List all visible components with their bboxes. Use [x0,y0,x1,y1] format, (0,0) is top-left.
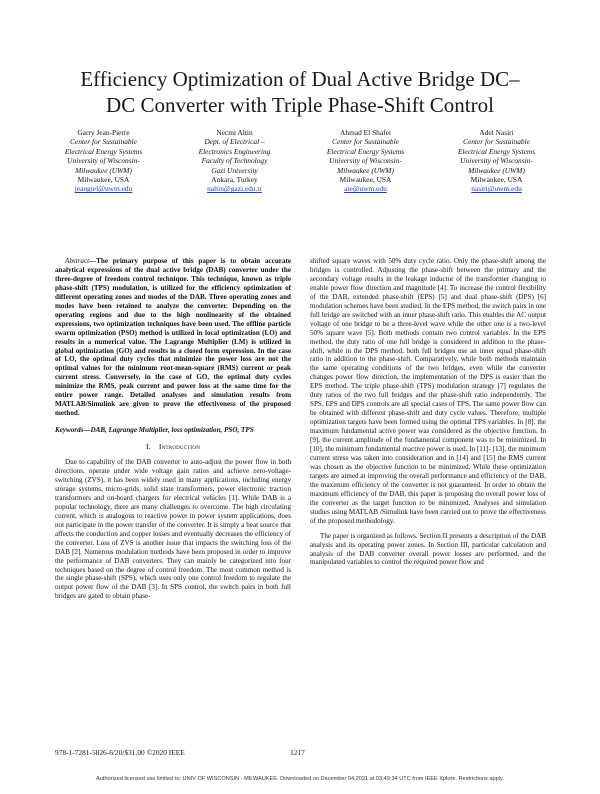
license-notice: Authorized licensed use limited to: UNIV OF WISCONSIN - MILWAUKEE. Downloaded on December 04,2021 at 03:49:34 UTC from IEEE Xplore. Restrictions apply. [96,776,504,782]
left-column [55,257,291,601]
page-number: 1217 [290,748,305,757]
author-affiliation: Gazi University [211,165,258,175]
author-affiliation: Center for Sustainable [70,137,137,147]
author-affiliation: Milwaukee (UWM) [468,165,525,175]
author-email-link[interactable]: jeangiel@uwm.edu [74,184,133,194]
author-name: Ahmad El Shafei [340,128,391,137]
author-affiliation: Electrical Energy Systems [457,146,536,156]
abstract-label: Abstract [65,257,90,265]
author-affiliation: Milwaukee (UWM) [337,165,394,175]
body-paragraph: shifted square waves with 50% duty cycle ratio. Only the phase-shift among the bridges is controlled. Adjusting the phase-shift between the primary and the secondary voltage results in the leakage inductor of the transformer changing to enable power flow direction and magnitude [4]. To increase the control flexibility of the DAB, extended phase-shift (EPS) [5] and dual phase-shift (DPS) [6] modulation schemes have been studied. In the EPS method, the switch pairs in one full bridge are switched with an inner phase-shift ratio. This enables the AC output voltage of one bridge to be a three-level wave while the other one is a two-level 50% square wave [5]. Both methods contain two control variables. In the EPS method, the duty ratio of one full bridge is considered in addition to the phase-shift, while in the DPS method, both full bridges use an inner equal phase-shift ratio in addition to the phase-shift. Comparatively, while both methods maintain the same operating conditions of the two bridges, even while the converter changes power flow direction, the implementation of the DPS is easier than the EPS method. The triple phase-shift (TPS) modulation strategy [7] regulates the duty ratios of the two full bridges and the phase-shift ratio independently. The SPS, EPS and DPS controls are all special cases of TPS. The same power flow can be obtained with different phase-shift and duty cycle values. Therefore, multiple optimization targets have been formed using the optimal TPS variables. In [8], the maximum fundamental active power was considered as the objective function. In [9], the current amplitude of the fundamental component was to be minimized. In [10], the minimum fundamental reactive power is used. In [11]- [13], the minimum current stress was taken into consideration and in [14] and [15] the RMS current was chosen as the objective function to be minimized. While these optimization targets are aimed at improving the overall performance and efficiency of the DAB, the maximum efficiency of the converter is not guaranteed. In order to obtain the maximum efficiency of the DAB, this paper is proposing the overall power loss of the converter as the target function to be minimized. Analyses and simulation studies using MATLAB /Simulink have been carried out to prove the effectiveness of the proposed methodology. [310,257,546,525]
author-affiliation: University of Wisconsin- [67,156,140,166]
footer-isbn: 978-1-7281-5826-6/20/$31.00 ©2020 IEEE [55,748,185,757]
author-affiliation: Electrical Energy Systems [64,146,143,156]
keywords: Keywords—DAB, Lagrange Multiplier, loss optimization, PSO, TPS [55,426,254,435]
author-affiliation: Electronics Engineering [198,146,271,156]
body-paragraph: Due to capability of the DAB converter to auto-adjust the power flow in both directions, operate under wide voltage gain ratios and achieve zero-voltage-switching (ZVS), it has been widely used in many applications, including energy storage systems, micro-grids, solid state transformers, power electronic traction transformers and on-board chargers for electrical vehicles [1]. While DAB is a popular technology, there are many challenges to overcome. The high circulating current, which is analogous to reactive power in power system applications, does not participate in the power transfer of the converter. It is simply a heat source that affects the conduction and copper losses and eventually decreases the efficiency of the converter. Loss of ZVS is another issue that impacts the switching loss of the DAB [2]. Numerous modulation methods have been proposed in order to improve the performance of DAB converters. They can mainly be categorized into four techniques based on the degree of control freedom. The most common method is the single phase-shift (SPS), which uses only one control freedom to regulate the output power flow of the DAB [3]. In SPS control, the switch pairs in both full bridges are gated to obtain phase- [55,458,291,601]
abstract [55,257,291,418]
paper-title-line-1: Efficiency Optimization of Dual Active Bridge DC– [80,67,520,91]
author-email-link[interactable]: naltin@gazi.edu.tr [207,184,262,194]
right-column [310,257,546,567]
author-affiliation: Faculty of Technology [201,156,268,166]
paper-title [40,66,560,118]
author-affiliation: University of Wisconsin- [329,156,402,166]
author-1 [38,128,169,194]
author-email-link[interactable]: nasiri@uwm.edu [471,184,522,194]
section-number: I. [145,442,151,452]
author-block [38,128,562,194]
author-2 [169,128,300,194]
author-affiliation: Dept. of Electrical – [204,137,265,147]
author-4 [431,128,562,194]
author-3 [300,128,431,194]
author-affiliation: Milwaukee (UWM) [75,165,132,175]
author-email-link[interactable]: aie@uwm.edu [344,184,387,194]
author-affiliation: Center for Sustainable [463,137,530,147]
author-affiliation: Center for Sustainable [332,137,399,147]
author-affiliation: Electrical Energy Systems [326,146,405,156]
author-location: Milwaukee, USA [339,175,392,185]
author-name: Garry Jean-Pierre [77,128,130,137]
author-name: Necmi Altin [216,128,253,137]
section-title: Introduction [158,442,201,452]
author-location: Milwaukee, USA [77,175,130,185]
author-location: Milwaukee, USA [470,175,523,185]
paper-title-line-2: DC Converter with Triple Phase-Shift Control [106,93,494,117]
author-name: Adel Nasiri [479,128,514,137]
abstract-text: —The primary purpose of this paper is to obtain accurate analytical expressions of the dual active bridge (DAB) converter under the three-degree of freedom control technique. This technique, known as triple phase-shift (TPS) modulation, is utilized for the efficiency optimization of different operating zones and modes of the DAB. Three operating zones and modes have been retained to analyze the converter. Depending on the operating regions and due to the high nonlinearity of the obtained expressions, two optimization techniques have been used. The offline particle swarm optimization (PSO) method is utilized in local optimization (LO) and results in a numerical value. The Lagrange Multiplier (LM) is utilized in global optimization (GO) and results in a closed form expression. In the case of LO, the optimal duty cycles that minimize the power loss are not the optimal values for the minimum root-mean-square (RMS) current or peak current stress. Conversely, in the case of GO, the optimal duty cycles minimize the RMS, peak current and power loss at the same time for the entire power range. Detailed analyses and simulation results from MATLAB/Simulink are given to prove the effectiveness of the proposed method. [55,257,291,418]
section-heading-introduction [55,443,291,452]
body-paragraph: The paper is organized as follows. Section II presents a description of the DAB analysis and its operating power zones. In Section III, particular calculation and analysis of the DAB converter overall power losses are performed, and the manipulated variables to control the required power flow and [310,531,546,567]
author-location: Ankara, Turkey [211,175,258,185]
author-affiliation: University of Wisconsin- [460,156,533,166]
